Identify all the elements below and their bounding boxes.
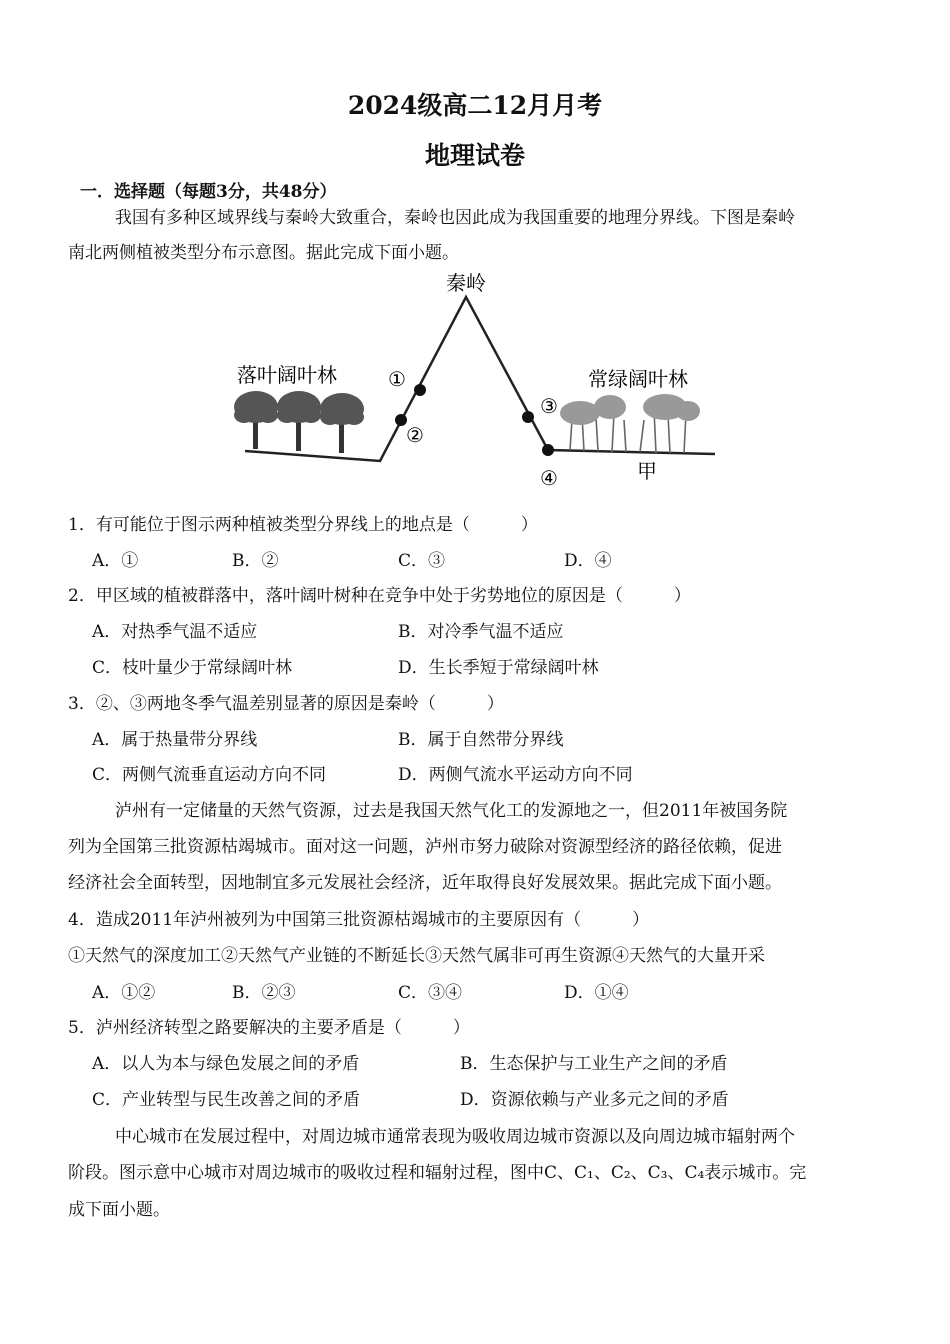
q4-items: ①天然气的深度加工②天然气产业链的不断延长③天然气属非可再生资源④天然气的大量开采 bbox=[68, 946, 765, 966]
deciduous-trees-icon bbox=[234, 391, 364, 453]
point-4-dot bbox=[542, 444, 554, 456]
peak-label: 秦岭 bbox=[446, 271, 486, 295]
q2-option-c[interactable]: C．枝叶量少于常绿阔叶林 bbox=[92, 658, 293, 678]
right-forest-label: 常绿阔叶林 bbox=[588, 367, 688, 391]
q1-option-b[interactable]: B．② bbox=[232, 551, 279, 571]
q3-stem: 3．②、③两地冬季气温差别显著的原因是秦岭（ ） bbox=[68, 694, 504, 714]
q2-option-d[interactable]: D．生长季短于常绿阔叶林 bbox=[398, 658, 599, 678]
q3-option-b[interactable]: B．属于自然带分界线 bbox=[398, 730, 564, 750]
q3-option-a[interactable]: A．属于热量带分界线 bbox=[92, 730, 258, 750]
q4-option-d[interactable]: D．①④ bbox=[564, 983, 629, 1003]
q1-option-a[interactable]: A．① bbox=[92, 551, 139, 571]
q2-stem: 2．甲区域的植被群落中，落叶阔叶树种在竞争中处于劣势地位的原因是（ ） bbox=[68, 586, 691, 606]
intro2-line2: 列为全国第三批资源枯竭城市。面对这一问题，泸州市努力破除对资源型经济的路径依赖，促进 bbox=[68, 837, 782, 857]
q4-option-c[interactable]: C．③④ bbox=[398, 983, 463, 1003]
q5-option-c[interactable]: C．产业转型与民生改善之间的矛盾 bbox=[92, 1090, 361, 1110]
intro3-line1: 中心城市在发展过程中，对周边城市通常表现为吸收周边城市资源以及向周边城市辐射两个 bbox=[115, 1127, 795, 1147]
page-subtitle: 地理试卷 bbox=[424, 141, 525, 170]
left-forest-label: 落叶阔叶林 bbox=[237, 363, 337, 387]
intro3-line3: 成下面小题。 bbox=[68, 1200, 170, 1220]
q2-option-b[interactable]: B．对冷季气温不适应 bbox=[398, 622, 564, 642]
marker-4: ④ bbox=[540, 466, 558, 490]
q3-option-c[interactable]: C．两侧气流垂直运动方向不同 bbox=[92, 765, 327, 785]
intro2-line1: 泸州有一定储量的天然气资源，过去是我国天然气化工的发源地之一，但2011年被国务院 bbox=[115, 801, 788, 821]
section-heading: 一．选择题（每题3分，共48分） bbox=[80, 182, 337, 202]
point-3-dot bbox=[522, 411, 534, 423]
intro1-line2: 南北两侧植被类型分布示意图。据此完成下面小题。 bbox=[68, 243, 459, 263]
q4-option-a[interactable]: A．①② bbox=[92, 983, 156, 1003]
region-label: 甲 bbox=[637, 459, 657, 483]
marker-1: ① bbox=[388, 367, 406, 391]
evergreen-canopy bbox=[560, 394, 700, 425]
q1-option-c[interactable]: C．③ bbox=[398, 551, 446, 571]
q3-option-d[interactable]: D．两侧气流水平运动方向不同 bbox=[398, 765, 633, 785]
marker-2: ② bbox=[406, 423, 424, 447]
q2-option-a[interactable]: A．对热季气温不适应 bbox=[92, 622, 258, 642]
qinling-vegetation-diagram bbox=[220, 265, 730, 495]
q5-option-a[interactable]: A．以人为本与绿色发展之间的矛盾 bbox=[92, 1054, 360, 1074]
point-1-dot bbox=[414, 384, 426, 396]
page-title: 2024级高二12月月考 bbox=[347, 91, 603, 120]
q5-option-d[interactable]: D．资源依赖与产业多元之间的矛盾 bbox=[460, 1090, 729, 1110]
q5-option-b[interactable]: B．生态保护与工业生产之间的矛盾 bbox=[460, 1054, 728, 1074]
marker-3: ③ bbox=[540, 394, 558, 418]
intro3-line2: 阶段。图示意中心城市对周边城市的吸收过程和辐射过程，图中C、C₁、C₂、C₃、C₄表示城市。完 bbox=[68, 1163, 807, 1183]
q4-option-b[interactable]: B．②③ bbox=[232, 983, 296, 1003]
q4-stem: 4．造成2011年泸州被列为中国第三批资源枯竭城市的主要原因有（ ） bbox=[68, 910, 650, 930]
intro1-line1: 我国有多种区域界线与秦岭大致重合，秦岭也因此成为我国重要的地理分界线。下图是秦岭 bbox=[115, 208, 795, 228]
intro2-line3: 经济社会全面转型，因地制宜多元发展社会经济，近年取得良好发展效果。据此完成下面小题。 bbox=[68, 873, 782, 893]
q1-stem: 1．有可能位于图示两种植被类型分界线上的地点是（ ） bbox=[68, 515, 538, 535]
q5-stem: 5．泸州经济转型之路要解决的主要矛盾是（ ） bbox=[68, 1018, 470, 1038]
q1-option-d[interactable]: D．④ bbox=[564, 551, 612, 571]
